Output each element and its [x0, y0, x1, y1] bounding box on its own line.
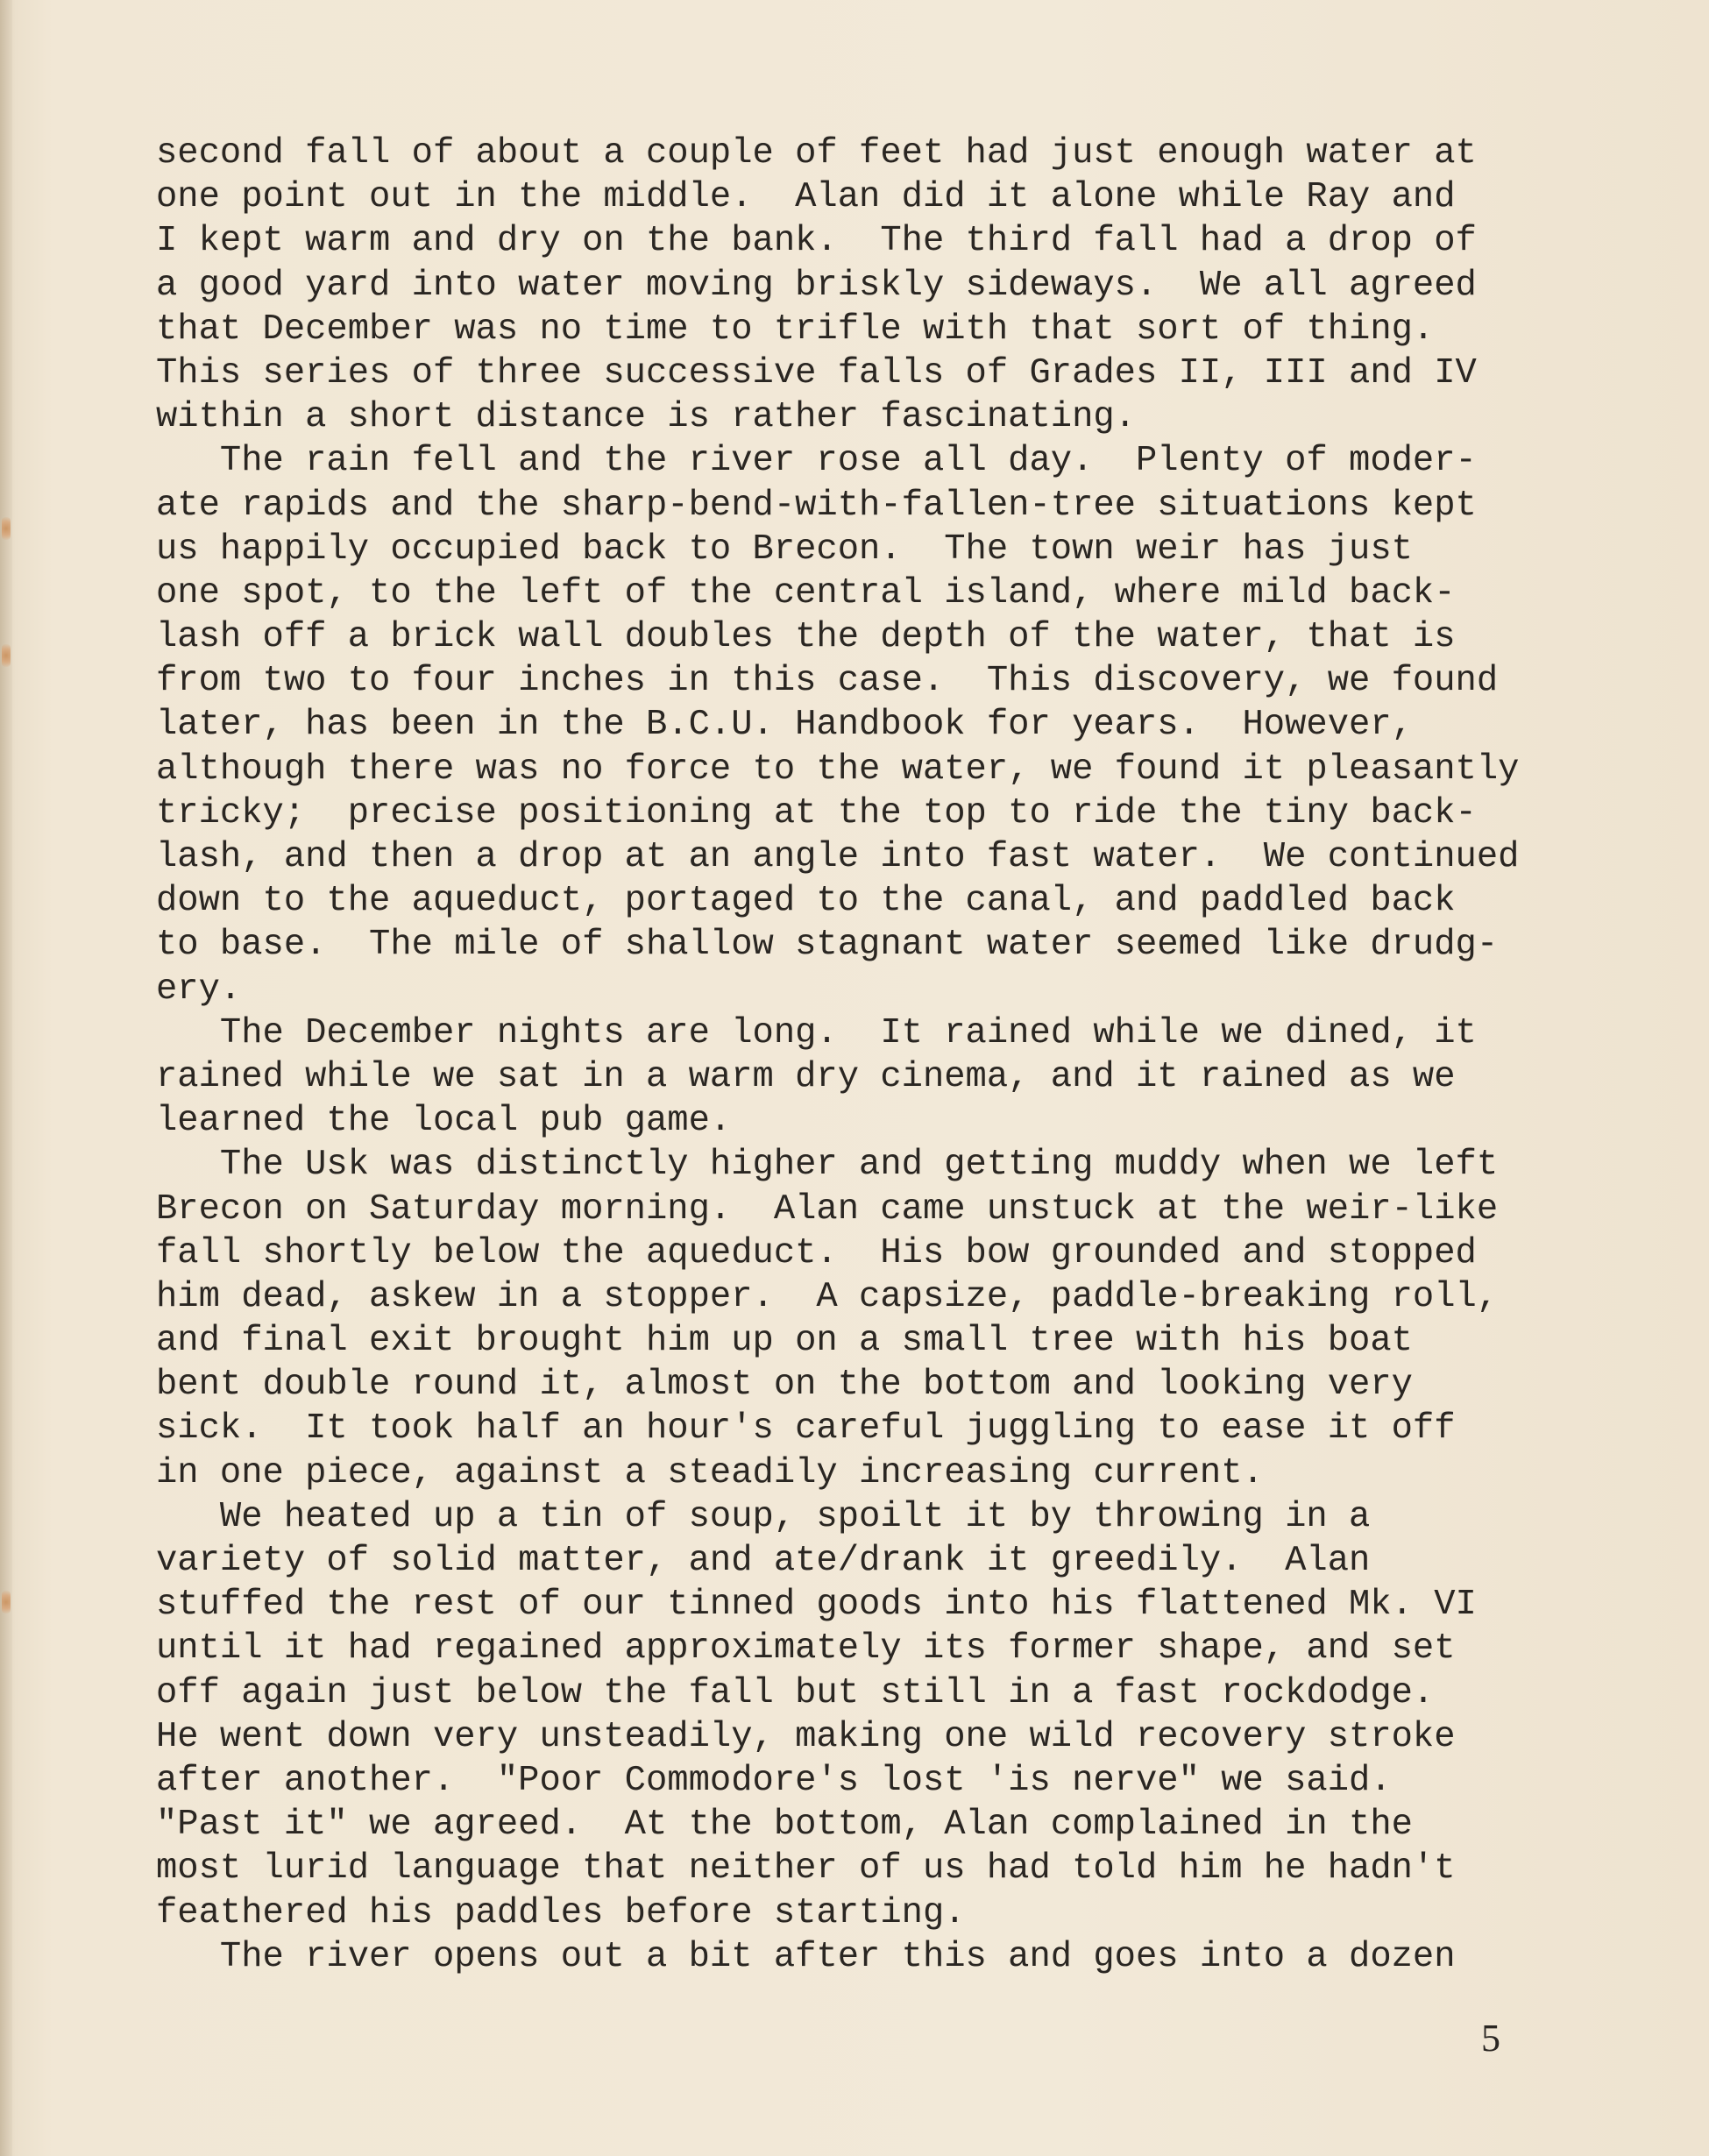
text-line: after another. "Poor Commodore's lost 'is nerve" we said. [156, 1760, 1392, 1801]
text-line: The river opens out a bit after this and goes into a dozen [156, 1936, 1456, 1977]
text-line: until it had regained approximately its former shape, and set [156, 1628, 1456, 1670]
text-line: one spot, to the left of the central island, where mild back- [156, 572, 1456, 613]
text-line: us happily occupied back to Brecon. The town weir has just [156, 528, 1413, 570]
text-line: We heated up a tin of soup, spoilt it by throwing in a [156, 1496, 1371, 1537]
text-line: that December was no time to trifle with that sort of thing. [156, 309, 1435, 350]
text-line: sick. It took half an hour's careful juggling to ease it off [156, 1408, 1456, 1450]
text-line: rained while we sat in a warm dry cinema, and it rained as we [156, 1056, 1456, 1097]
staple-mark [2, 644, 11, 667]
text-line: "Past it" we agreed. At the bottom, Alan complained in the [156, 1805, 1413, 1846]
text-line: ery. [156, 968, 242, 1010]
text-line: tricky; precise positioning at the top to ride the tiny back- [156, 792, 1477, 833]
text-line: in one piece, against a steadily increasing current. [156, 1452, 1264, 1493]
text-line: stuffed the rest of our tinned goods into his flattened Mk. VI [156, 1585, 1477, 1626]
text-line: Brecon on Saturday morning. Alan came unstuck at the weir-like [156, 1188, 1499, 1230]
text-line: off again just below the fall but still in a fast rockdodge. [156, 1672, 1435, 1713]
text-line: The rain fell and the river rose all day. Plenty of moder- [156, 441, 1477, 482]
text-line: The Usk was distinctly higher and getting muddy when we left [156, 1145, 1499, 1186]
text-line: one point out in the middle. Alan did it alone while Ray and [156, 177, 1456, 218]
text-line: bent double round it, almost on the bottom and looking very [156, 1365, 1413, 1406]
binding-edge [0, 0, 12, 2156]
text-line: most lurid language that neither of us had told him he hadn't [156, 1848, 1456, 1890]
text-line: ate rapids and the sharp-bend-with-fallen-tree situations kept [156, 485, 1477, 526]
text-line: learned the local pub game. [156, 1101, 732, 1142]
text-line: from two to four inches in this case. This discovery, we found [156, 661, 1499, 702]
text-line: down to the aqueduct, portaged to the canal, and paddled back [156, 881, 1456, 922]
body-text [156, 131, 1576, 1979]
text-line: a good yard into water moving briskly sideways. We all agreed [156, 265, 1477, 306]
text-line: feathered his paddles before starting. [156, 1892, 966, 1933]
text-line: lash off a brick wall doubles the depth of the water, that is [156, 617, 1456, 658]
text-line: although there was no force to the water, we found it pleasantly [156, 748, 1520, 790]
staple-mark [2, 517, 11, 540]
text-line: and final exit brought him up on a small tree with his boat [156, 1321, 1413, 1362]
text-line: to base. The mile of shallow stagnant water seemed like drudg- [156, 925, 1499, 966]
text-line: He went down very unsteadily, making one wild recovery stroke [156, 1716, 1456, 1757]
text-line: lash, and then a drop at an angle into fast water. We continued [156, 837, 1520, 877]
text-line: variety of solid matter, and ate/drank it greedily. Alan [156, 1541, 1371, 1581]
text-line: I kept warm and dry on the bank. The third fall had a drop of [156, 221, 1477, 262]
text-line: The December nights are long. It rained while we dined, it [156, 1012, 1477, 1053]
text-line: second fall of about a couple of feet had just enough water at [156, 133, 1477, 174]
staple-mark [2, 1591, 11, 1613]
text-line: This series of three successive falls of Grades II, III and IV [156, 352, 1477, 394]
text-line: him dead, askew in a stopper. A capsize, paddle-breaking roll, [156, 1276, 1499, 1317]
text-line: later, has been in the B.C.U. Handbook for years. However, [156, 705, 1413, 746]
page-number: 5 [1481, 2017, 1500, 2060]
text-line: within a short distance is rather fascinating. [156, 397, 1136, 438]
text-line: fall shortly below the aqueduct. His bow grounded and stopped [156, 1232, 1477, 1273]
